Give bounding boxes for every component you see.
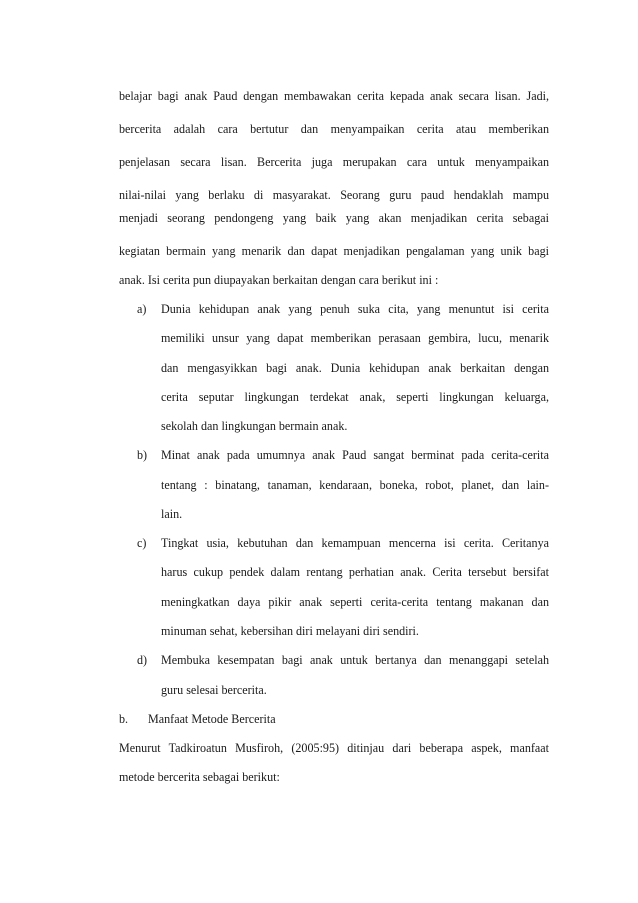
list-item-line: lain. <box>161 507 183 521</box>
list-item-line: Tingkat usia, kebutuhan dan kemampuan mencerna isi cerita. Ceritanya <box>161 536 549 550</box>
list-item-line: guru selesai bercerita. <box>161 683 267 697</box>
paragraph-line: penjelasan secara lisan. Bercerita juga merupakan cara untuk menyampaikan <box>119 155 549 169</box>
list-marker: a) <box>137 302 147 316</box>
heading-title: Manfaat Metode Bercerita <box>148 712 276 726</box>
list-item-line: minuman sehat, kebersihan diri melayani diri sendiri. <box>161 624 419 638</box>
paragraph-line: belajar bagi anak Paud dengan membawakan cerita kepada anak secara lisan. Jadi, <box>119 89 549 103</box>
list-item-line: harus cukup pendek dalam rentang perhatian anak. Cerita tersebut bersifat <box>161 565 549 579</box>
list-marker: b) <box>137 448 148 462</box>
heading-marker: b. <box>119 712 129 726</box>
paragraph-line: menjadi seorang pendongeng yang baik yang akan menjadikan cerita sebagai <box>119 211 549 225</box>
list-marker: d) <box>137 653 148 667</box>
paragraph-line: Menurut Tadkiroatun Musfiroh, (2005:95) ditinjau dari beberapa aspek, manfaat <box>119 741 549 755</box>
list-item-line: Minat anak pada umumnya anak Paud sangat berminat pada cerita-cerita <box>161 448 549 462</box>
list-item-line: Dunia kehidupan anak yang penuh suka cita, yang menuntut isi cerita <box>161 302 549 316</box>
list-item-line: sekolah dan lingkungan bermain anak. <box>161 419 348 433</box>
list-item-line: meningkatkan daya pikir anak seperti cerita-cerita tentang makanan dan <box>161 595 549 609</box>
list-item-line: memiliki unsur yang dapat memberikan perasaan gembira, lucu, menarik <box>161 331 549 345</box>
list-marker: c) <box>137 536 147 550</box>
list-item-line: cerita seputar lingkungan terdekat anak, seperti lingkungan keluarga, <box>161 390 549 404</box>
paragraph-line: anak. Isi cerita pun diupayakan berkaitan dengan cara berikut ini : <box>119 273 439 287</box>
paragraph-line: kegiatan bermain yang menarik dan dapat menjadikan pengalaman yang unik bagi <box>119 244 549 258</box>
list-item-line: dan mengasyikkan bagi anak. Dunia kehidupan anak berkaitan dengan <box>161 361 549 375</box>
list-item-line: Membuka kesempatan bagi anak untuk bertanya dan menanggapi setelah <box>161 653 549 667</box>
list-item-line: tentang : binatang, tanaman, kendaraan, boneka, robot, planet, dan lain- <box>161 478 549 492</box>
paragraph-line: nilai-nilai yang berlaku di masyarakat. Seorang guru paud hendaklah mampu <box>119 188 549 202</box>
paragraph-line: bercerita adalah cara bertutur dan menyampaikan cerita atau memberikan <box>119 122 549 136</box>
paragraph-line: metode bercerita sebagai berikut: <box>119 770 280 784</box>
